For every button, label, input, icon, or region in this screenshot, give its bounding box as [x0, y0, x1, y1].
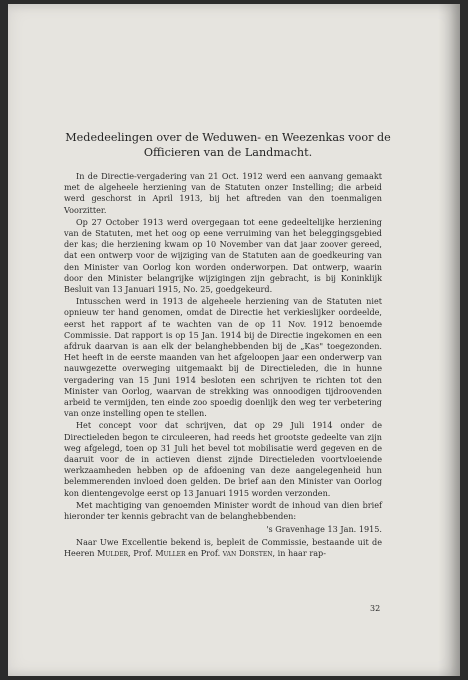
name-muller: Muller	[155, 547, 186, 558]
article-body	[64, 171, 382, 559]
paragraph-6	[64, 537, 382, 559]
name-mulder: Mulder	[97, 547, 129, 558]
name-van-dorsten: van Dorsten	[222, 547, 273, 558]
title-line-1: Mededeelingen over de Weduwen- en Weezenkas voor de	[65, 131, 391, 144]
paragraph-6-text-a: Naar Uwe Excellentie bekend is, bepleit de Commissie, bestaande uit de Heeren	[64, 536, 382, 558]
paragraph-6-text-c: en Prof.	[185, 547, 223, 558]
paragraph-3: Intusschen werd in 1913 de algeheele herziening van de Statuten niet opnieuw ter hand genomen, omdat de Directie het verkieslijker oordeelde, eerst het rapport af te wachten van de op 11 Nov. 1912 benoemde Commissie. Dat rapport is op 15 Jan. 1914 bij de Directie ingekomen en een afdruk daarvan is aan elk der belanghebbenden bij de „Kas" toegezonden. Het heeft in de eerste maanden van het afgeloopen jaar een onderwerp van nauwgezette overweging uitgemaakt bij de Directieleden, die in hunne vergadering van 15 Juni 1914 besloten een schrijven te richten tot den Minister van Oorlog, waarvan de strekking was onnoodigen tijdroovenden arbeid te vermijden, ten einde zoo spoedig doenlijk den weg ter verbetering van onze instelling open te stellen.	[64, 296, 382, 419]
paragraph-5: Met machtiging van genoemden Minister wordt de inhoud van dien brief hieronder ter kennis gebracht van de belanghebbenden:	[64, 499, 382, 522]
page	[8, 4, 460, 676]
paragraph-1: In de Directie-vergadering van 21 Oct. 1912 werd een aanvang gemaakt met de algeheele herziening van de Statuten onzer Instelling; die arbeid werd geschorst in April 1913, bij het aftreden van den toenmaligen Voorzitter.	[64, 171, 382, 215]
paragraph-2: Op 27 October 1913 werd overgegaan tot eene gedeeltelijke herziening van de Statuten, met het oog op eene verruiming van het beleggingsgebied der kas; die herziening kwam op 10 November van dat jaar zoover gereed, dat een ontwerp voor de wijziging van de Statuten aan de goedkeuring van den Minister van Oorlog kon worden onderworpen. Dat ontwerp, waarin door den Minister belangrijke wijzigingen zijn gebracht, is bij Koninklijk Besluit van 13 Januari 1915, No. 25, goedgekeurd.	[64, 216, 382, 295]
page-gutter-shadow	[438, 4, 460, 676]
paragraph-6-text-d: , in haar rap-	[272, 547, 326, 558]
paragraph-4: Het concept voor dat schrijven, dat op 29 Juli 1914 onder de Directieleden begon te circuleeren, had reeds het grootste gedeelte van zijn weg afgelegd, toen op 31 Juli het bevel tot mobilisatie werd gegeven en de daaruit voor de in actieven dienst zijnde Directieleden voortvloeiende werkzaamheden hebben op de afdoening van deze aangelegenheid hun belemmerenden invloed doen gelden. De brief aan den Minister van Oorlog kon dientengevolge eerst op 13 Januari 1915 worden verzonden.	[64, 420, 382, 498]
letter-dateline: 's Gravenhage 13 Jan. 1915.	[266, 524, 382, 535]
paragraph-6-text-b: , Prof.	[128, 547, 156, 558]
title-line-2: Officieren van de Landmacht.	[143, 146, 313, 159]
page-folio: 32	[370, 604, 381, 613]
page-title	[48, 130, 408, 160]
